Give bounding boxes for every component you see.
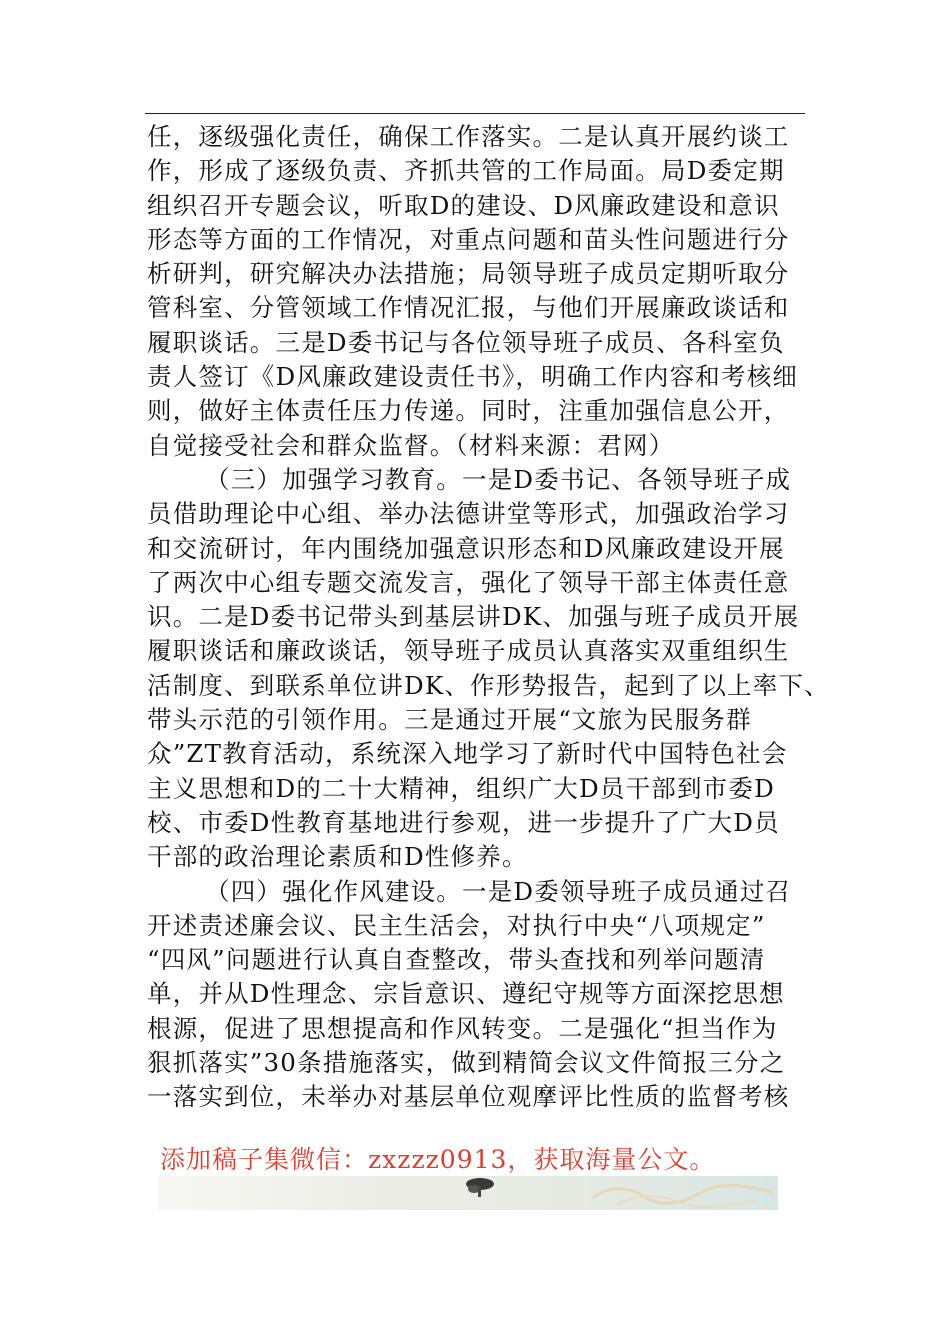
text-line: “四风”问题进行认真自查整改，带头查找和列举问题清: [147, 945, 766, 975]
text-line: 员借助理论中心组、举办法德讲堂等形式，加强政治学习: [147, 499, 790, 529]
text-line: 校、市委D性教育基地进行参观，进一步提升了广大D员: [147, 807, 780, 837]
text-line: 责人签订《D风廉政建设责任书》，明确工作内容和考核细: [147, 362, 799, 392]
text-line: 带头示范的引领作用。三是通过开展“文旅为民服务群: [147, 705, 752, 735]
text-line: 单，并从D性理念、宗旨意识、遵纪守规等方面深挖思想: [147, 979, 785, 1009]
text-line: 活制度、到联系单位讲DK、作形势报告，起到了以上率下、: [147, 670, 830, 700]
banner-fade: [158, 1176, 378, 1210]
cloud-pattern-icon: [588, 1180, 778, 1208]
decorative-banner-image: [158, 1176, 778, 1210]
ink-blot-icon: [458, 1176, 502, 1198]
text-line: 任，逐级强化责任，确保工作落实。二是认真开展约谈工: [147, 122, 790, 151]
text-line: 组织召开专题会议，听取D的建设、D风廉政建设和意识: [147, 190, 780, 220]
text-line: 了两次中心组专题交流发言，强化了领导干部主体责任意: [147, 567, 790, 597]
body-text: [147, 120, 830, 1115]
promo-text: 添加稿子集微信：zxzzz0913，获取海量公文。: [160, 1145, 716, 1174]
header-rule: [145, 113, 805, 114]
text-line-indented: （三）加强学习教育。一是D委书记、各领导班子成: [205, 464, 792, 494]
text-line: 干部的政治理论素质和D性修养。: [147, 842, 528, 872]
text-line: 狠抓落实”30条措施落实，做到精简会议文件简报三分之: [147, 1048, 786, 1078]
text-line: 履职谈话和廉政谈话，领导班子成员认真落实双重组织生: [147, 636, 790, 666]
text-line: 作，形成了逐级负责、齐抓共管的工作局面。局D委定期: [147, 156, 785, 186]
text-line: 形态等方面的工作情况，对重点问题和苗头性问题进行分: [147, 224, 790, 254]
text-line: 则，做好主体责任压力传递。同时，注重加强信息公开，: [147, 396, 790, 426]
text-line: 自觉接受社会和群众监督。（材料来源：君网）: [147, 430, 675, 460]
paragraph-responsibility-continued: [147, 120, 807, 463]
text-line: 识。二是D委书记带头到基层讲DK、加强与班子成员开展: [147, 602, 800, 632]
text-line: 履职谈话。三是D委书记与各位领导班子成员、各科室负: [147, 327, 785, 357]
text-line: 一落实到位，未举办对基层单位观摩评比性质的监督考核: [147, 1082, 790, 1112]
text-line: 和交流研讨，年内围绕加强意识形态和D风廉政建设开展: [147, 533, 785, 563]
paragraph-study-education: [147, 463, 830, 875]
text-line: 析研判，研究解决办法措施；局领导班子成员定期听取分: [147, 259, 790, 289]
text-line: 主义思想和D的二十大精神，组织广大D员干部到市委D: [147, 773, 775, 803]
text-line-indented: （四）强化作风建设。一是D委领导班子成员通过召: [205, 876, 792, 906]
paragraph-work-style: [147, 875, 807, 1115]
text-line: 管科室、分管领域工作情况汇报，与他们开展廉政谈话和: [147, 293, 790, 323]
text-line: 根源，促进了思想提高和作风转变。二是强化“担当作为: [147, 1013, 778, 1043]
text-line: 开述责述廉会议、民主生活会，对执行中央“八项规定”: [147, 910, 766, 940]
text-line: 众”ZT教育活动，系统深入地学习了新时代中国特色社会: [147, 739, 788, 769]
